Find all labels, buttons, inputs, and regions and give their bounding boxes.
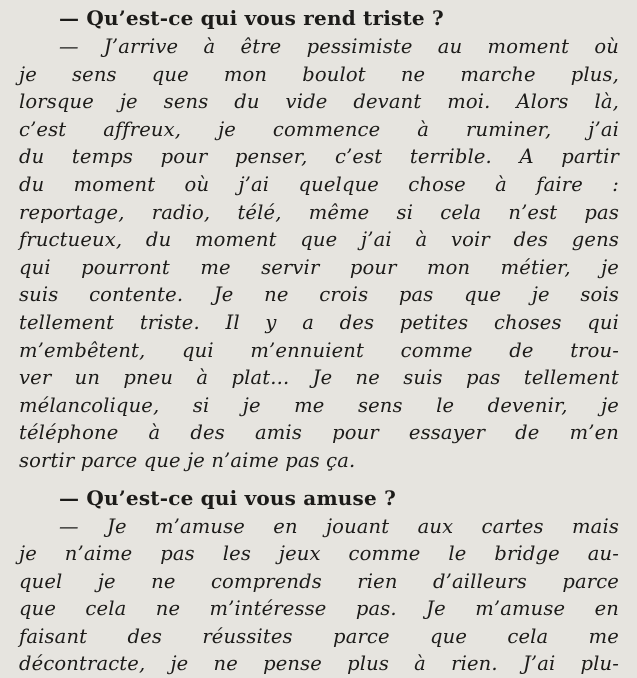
text-line: du moment où j’ai quelque chose à faire :	[19, 171, 619, 199]
question-heading-amuse: — Qu’est-ce qui vous amuse ?	[19, 484, 619, 513]
text-line: lorsque je sens du vide devant moi. Alors là,	[19, 88, 619, 116]
text-line: sortir parce que je n’aime pas ça.	[19, 447, 619, 475]
text-line: je n’aime pas les jeux comme le bridge au-	[19, 540, 619, 568]
text-line: suis contente. Je ne crois pas que je sois	[19, 281, 619, 309]
text-line: — Je m’amuse en jouant aux cartes mais	[19, 513, 619, 541]
text-line: téléphone à des amis pour essayer de m’en	[19, 419, 619, 447]
text-line: faisant des réussites parce que cela me	[19, 623, 619, 651]
text-line: décontracte, je ne pense plus à rien. J’ai plu-	[19, 650, 619, 678]
text-line: — J’arrive à être pessimiste au moment où	[19, 33, 619, 61]
text-line: je sens que mon boulot ne marche plus,	[19, 61, 619, 89]
text-line: mélancolique, si je me sens le devenir, je	[19, 392, 619, 420]
text-line: fructueux, du moment que j’ai à voir des gens	[19, 226, 619, 254]
text-line: que cela ne m’intéresse pas. Je m’amuse en	[19, 595, 619, 623]
answer-paragraph-sad	[19, 33, 619, 475]
text-line: tellement triste. Il y a des petites choses qui	[19, 309, 619, 337]
section-gap	[19, 475, 619, 484]
text-line: c’est affreux, je commence à ruminer, j’ai	[19, 116, 619, 144]
question-heading-sad: — Qu’est-ce qui vous rend triste ?	[19, 4, 619, 33]
text-line: du temps pour penser, c’est terrible. A partir	[19, 143, 619, 171]
text-line: m’embêtent, qui m’ennuient comme de trou-	[19, 337, 619, 365]
text-line: reportage, radio, télé, même si cela n’est pas	[19, 199, 619, 227]
answer-paragraph-amuse	[19, 513, 619, 678]
text-line: quel je ne comprends rien d’ailleurs parce	[19, 568, 619, 596]
text-line: qui pourront me servir pour mon métier, je	[19, 254, 619, 282]
text-line: ver un pneu à plat... Je ne suis pas tellement	[19, 364, 619, 392]
